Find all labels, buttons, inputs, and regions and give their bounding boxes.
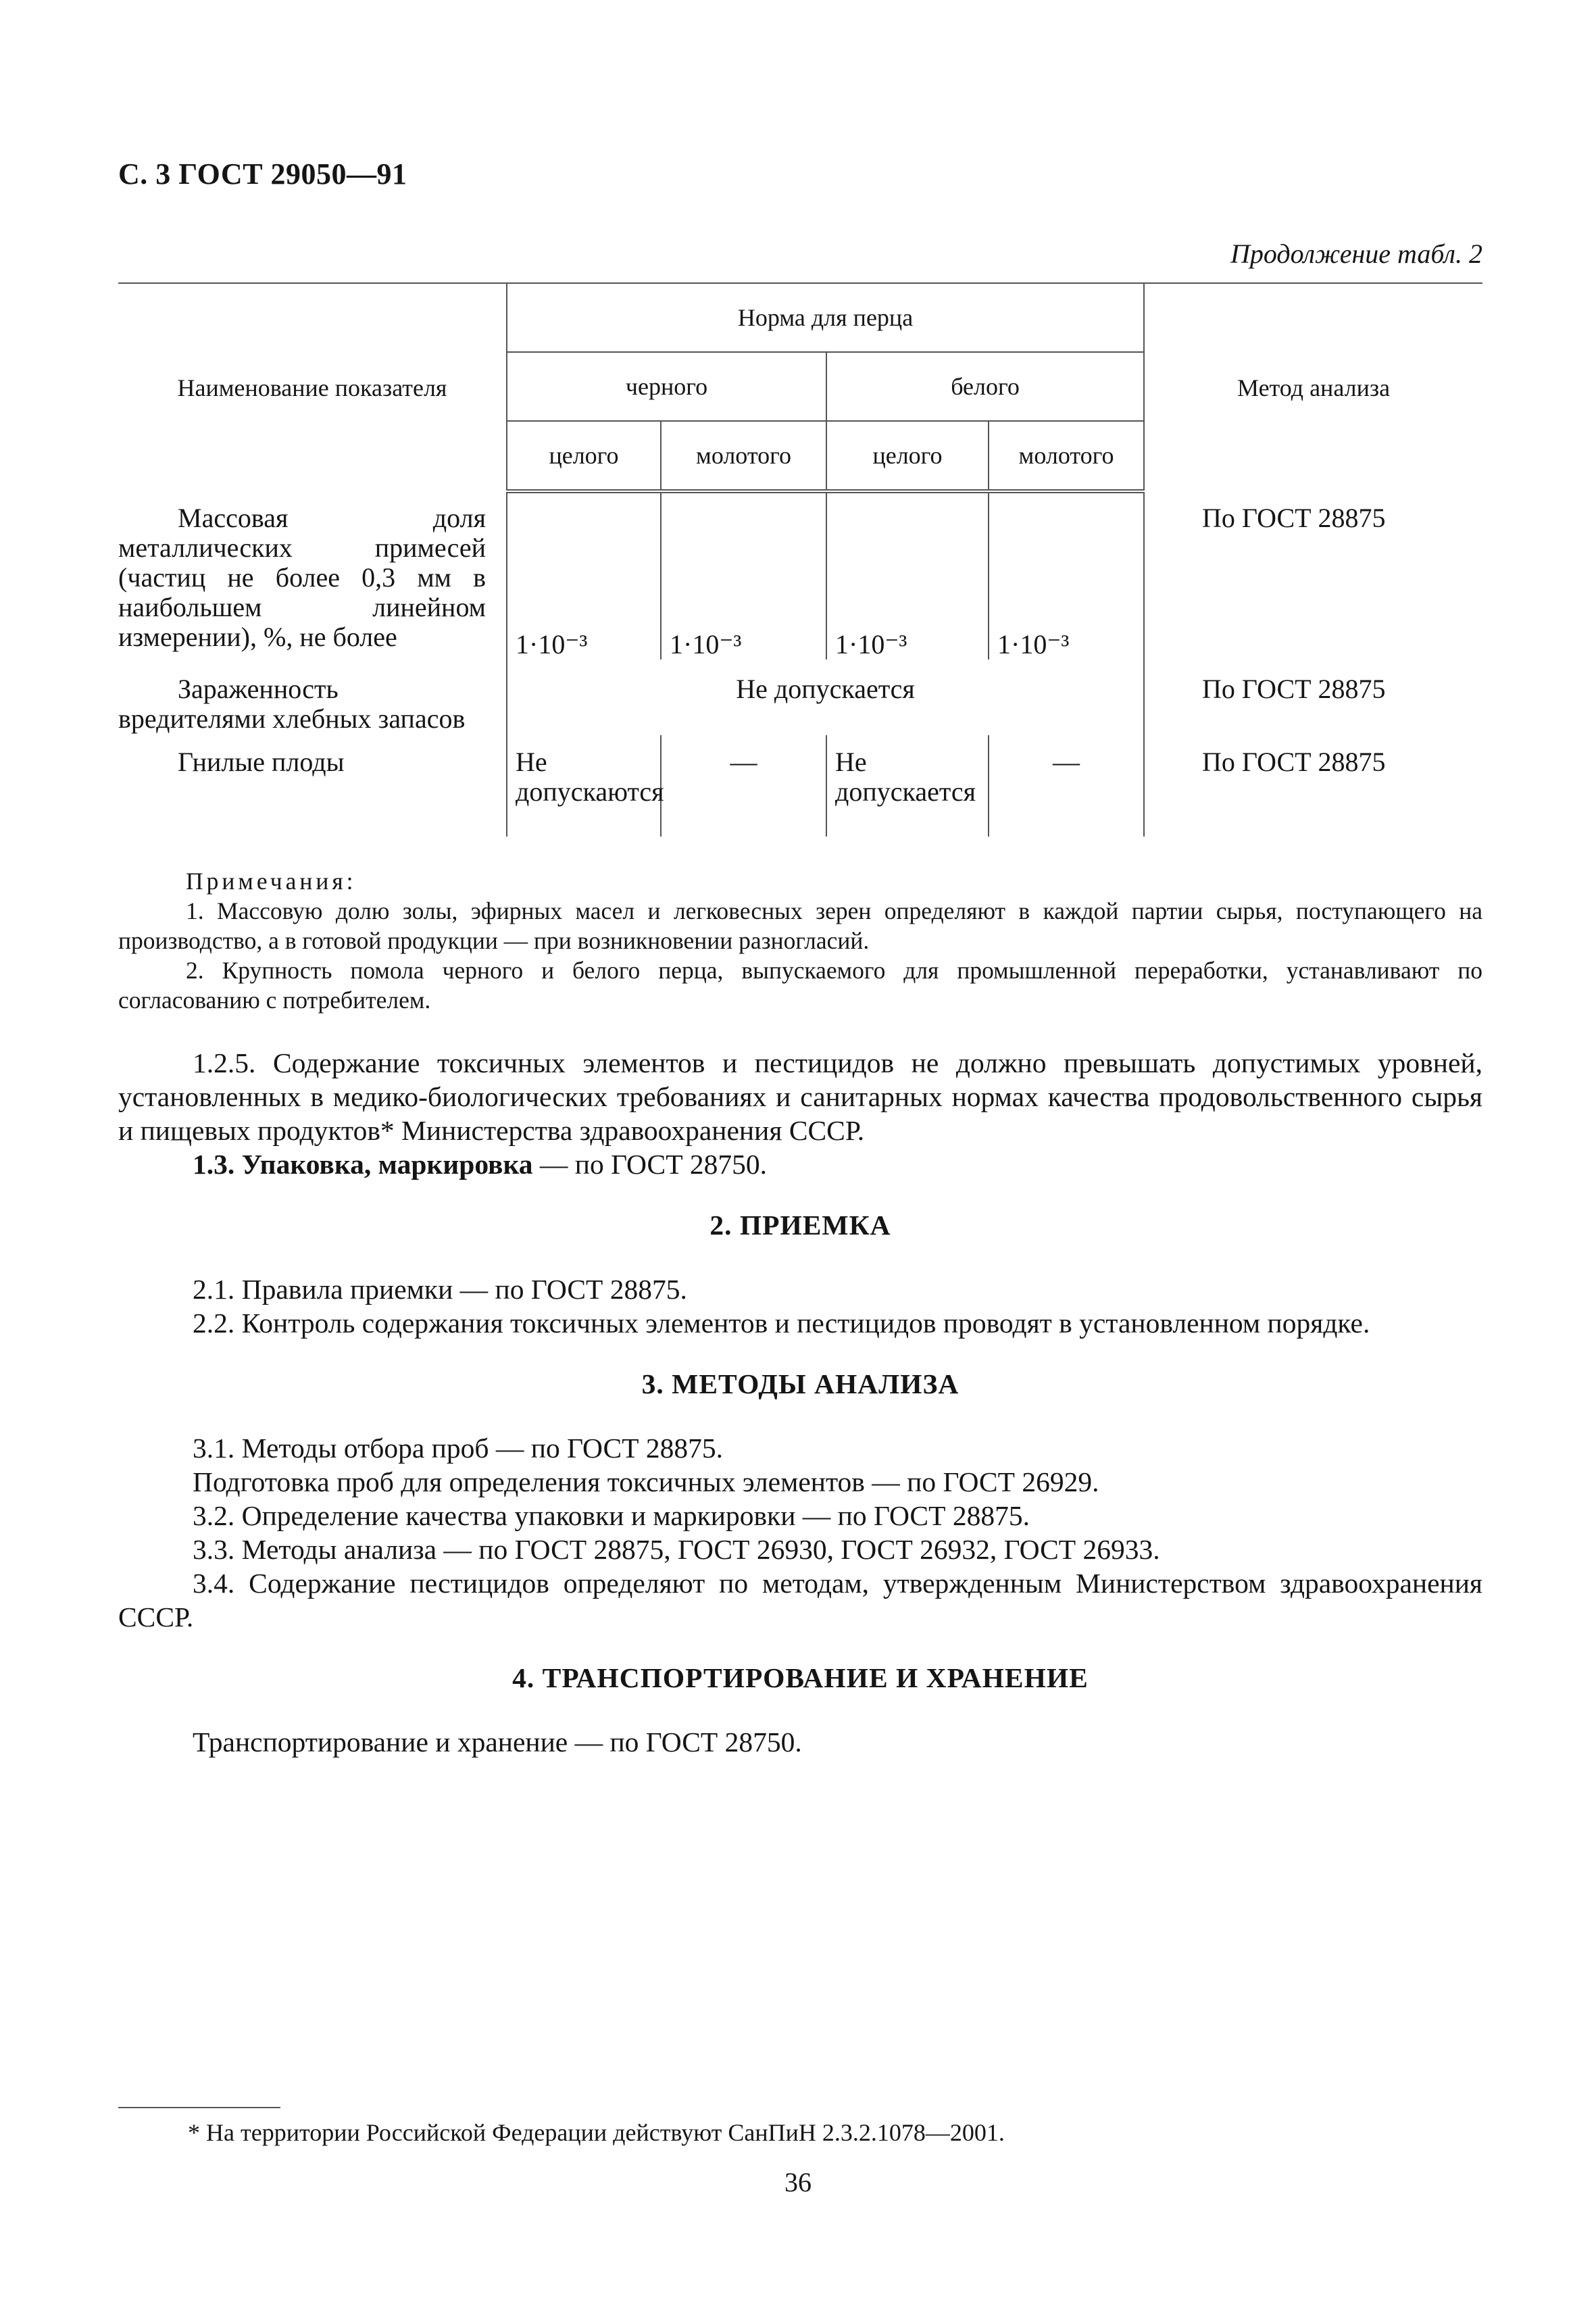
paragraph-1-2-5: 1.2.5. Содержание токсичных элементов и пестицидов не должно превышать допустимых уровней, установленных в медико-биологических требованиях и санитарных нормах качества продовольственного сырья и пищевых продуктов* Министерства здравоохранения СССР. bbox=[118, 1047, 1482, 1146]
paragraph-1-3 bbox=[118, 1147, 1482, 1181]
paragraph-3-4: 3.4. Содержание пестицидов определяют по методам, утвержденным Министерством здравоохранения СССР. bbox=[118, 1568, 1482, 1633]
table-row bbox=[118, 735, 1482, 837]
document-body bbox=[118, 1046, 1482, 1759]
note-item: 2. Крупность помола черного и белого перца, выпускаемого для промышленной переработки, устанавливают по согласованию с потребителем. bbox=[118, 957, 1482, 1014]
table-row bbox=[118, 659, 1482, 735]
notes-title: Примечания: bbox=[186, 868, 357, 895]
row-merged-value: Не допускается bbox=[507, 659, 1144, 735]
note-item: 1. Массовую долю золы, эфирных масел и легковесных зерен определяют в каждой партии сырья, поступающего на производство, а в готовой продукции — при возникновении разногласий. bbox=[118, 897, 1482, 954]
row-value: — bbox=[661, 735, 826, 837]
paragraph-2-2: 2.2. Контроль содержания токсичных элементов и пестицидов проводят в установленном порядке. bbox=[193, 1308, 1370, 1339]
footnote-divider bbox=[118, 2107, 280, 2108]
notes-block bbox=[118, 866, 1482, 1015]
row-value: 1·10⁻³ bbox=[826, 491, 989, 659]
row-name: Гнилые плоды bbox=[118, 735, 507, 837]
row-name: Массовая доля металлических примесей (частиц не более 0,3 мм в наибольшем линейном измерении), %, не более bbox=[118, 491, 507, 659]
section-title-analysis-methods: 3. МЕТОДЫ АНАЛИЗА bbox=[641, 1368, 959, 1399]
section-title-acceptance: 2. ПРИЕМКА bbox=[709, 1210, 891, 1241]
section-title-transport-storage: 4. ТРАНСПОРТИРОВАНИЕ И ХРАНЕНИЕ bbox=[512, 1662, 1089, 1693]
header-white-pepper: белого bbox=[826, 352, 1144, 421]
header-black-pepper: черного bbox=[507, 352, 826, 421]
paragraph-1-3-bold: 1.3. Упаковка, маркировка bbox=[193, 1149, 533, 1180]
row-method: По ГОСТ 28875 bbox=[1144, 491, 1482, 659]
header-method: Метод анализа bbox=[1144, 283, 1482, 491]
table-continuation-label: Продолжение табл. 2 bbox=[1230, 239, 1482, 269]
header-black-ground: молотого bbox=[661, 421, 826, 491]
header-norm-group: Норма для перца bbox=[507, 283, 1144, 352]
row-value: 1·10⁻³ bbox=[507, 491, 661, 659]
header-white-whole: целого bbox=[826, 421, 989, 491]
row-method: По ГОСТ 28875 bbox=[1144, 659, 1482, 735]
header-indicator-name: Наименование показателя bbox=[118, 283, 507, 491]
row-value: 1·10⁻³ bbox=[661, 491, 826, 659]
paragraph-3-1-prep: Подготовка проб для определения токсичных элементов — по ГОСТ 26929. bbox=[193, 1466, 1099, 1497]
table-row bbox=[118, 491, 1482, 659]
norms-table bbox=[118, 282, 1482, 837]
page-header: С. 3 ГОСТ 29050—91 bbox=[118, 157, 407, 191]
row-name: Зараженность вредителями хлебных запасов bbox=[118, 659, 507, 735]
row-value: Не допускаются bbox=[507, 735, 661, 837]
paragraph-2-1: 2.1. Правила приемки — по ГОСТ 28875. bbox=[193, 1274, 687, 1305]
paragraph-4: Транспортирование и хранение — по ГОСТ 28750. bbox=[193, 1726, 802, 1758]
paragraph-3-2: 3.2. Определение качества упаковки и маркировки — по ГОСТ 28875. bbox=[193, 1500, 1030, 1531]
row-value: Не допускается bbox=[826, 735, 989, 837]
paragraph-1-3-text: — по ГОСТ 28750. bbox=[532, 1149, 768, 1180]
page-number: 36 bbox=[784, 2167, 812, 2197]
row-value: — bbox=[989, 735, 1144, 837]
paragraph-3-3: 3.3. Методы анализа — по ГОСТ 28875, ГОСТ 26930, ГОСТ 26932, ГОСТ 26933. bbox=[193, 1534, 1160, 1565]
row-value: 1·10⁻³ bbox=[989, 491, 1144, 659]
footnote: * На территории Российской Федерации действуют СанПиН 2.3.2.1078—2001. bbox=[188, 2119, 1005, 2146]
header-white-ground: молотого bbox=[989, 421, 1144, 491]
paragraph-3-1: 3.1. Методы отбора проб — по ГОСТ 28875. bbox=[193, 1433, 724, 1464]
row-method: По ГОСТ 28875 bbox=[1144, 735, 1482, 837]
header-black-whole: целого bbox=[507, 421, 661, 491]
